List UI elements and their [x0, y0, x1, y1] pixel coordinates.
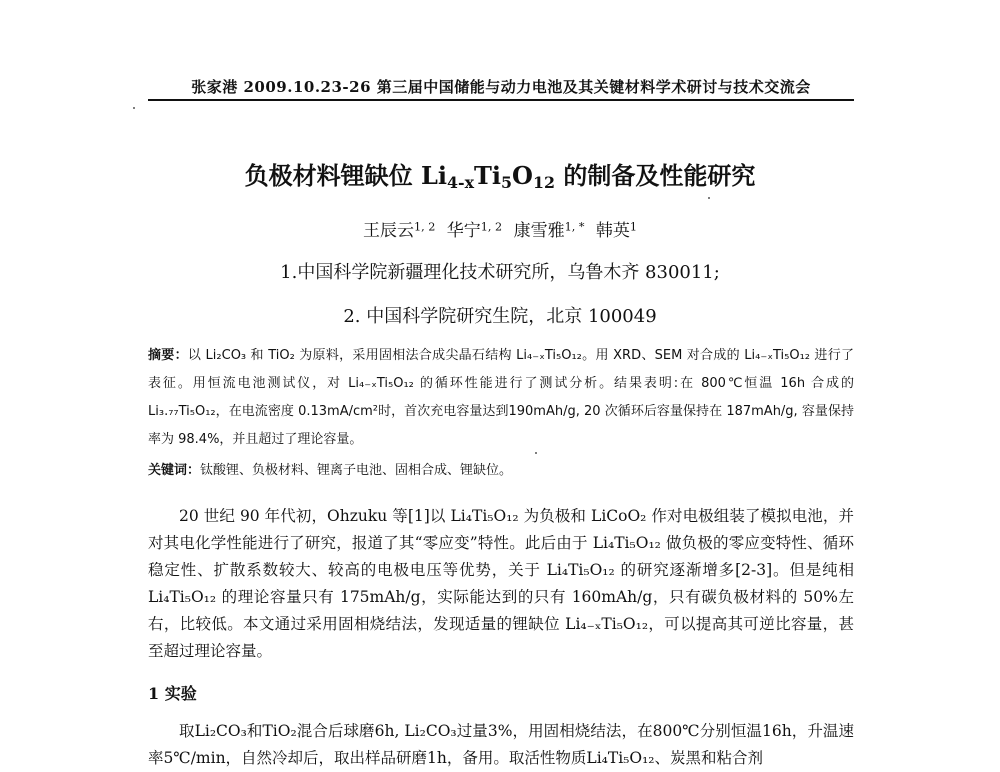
- keywords-label: 关键词：: [148, 463, 201, 478]
- title-prefix: 负极材料锂缺位 Li: [244, 161, 448, 190]
- author: [363, 221, 435, 241]
- author-list: [0, 216, 1000, 241]
- author: [514, 221, 585, 241]
- header-rule: [148, 99, 854, 101]
- author-affiliation-mark: 1, 2: [413, 220, 436, 234]
- running-header: 张家港 2009.10.23-26 第三届中国储能与动力电池及其关键材料学术研讨与技术交流会: [191, 78, 811, 96]
- author-name: 华宁: [446, 221, 481, 241]
- paper-title: [0, 156, 1000, 191]
- title-sub-2: 5: [501, 172, 513, 192]
- intro-paragraph: 20 世纪 90 年代初，Ohzuku 等[1]以 Li₄Ti₅O₁₂ 为负极和 LiCoO₂ 作对电极组装了模拟电池，并对其电化学性能进行了研究，报道了其“零应变”特性。此后由于 Li₄Ti₅O₁₂ 做负极的零应变特性、循环稳定性、扩散系数较大、较高的电极电压等优势，关于 Li₄Ti₅O₁₂ 的研究逐渐增多[2-3]。但是纯相 Li₄Ti₅O₁₂ 的理论容量只有 175mAh/g，实际能达到的只有 160mAh/g，只有碳负极材料的 50%左右，比较低。本文通过采用固相烧结法，发现适量的锂缺位 Li₄₋ₓTi₅O₁₂，可以提高其可逆比容量，甚至超过理论容量。: [148, 507, 854, 660]
- title-sub-3: 12: [532, 172, 555, 192]
- author-name: 康雪雅: [513, 221, 565, 241]
- author-affiliation-mark: 1, *: [564, 220, 585, 234]
- abstract-label: 摘要：: [148, 348, 188, 363]
- introduction: [148, 503, 854, 665]
- title-sub-1: 4-x: [447, 172, 475, 192]
- scan-speck: [133, 107, 135, 109]
- keywords: [148, 460, 854, 482]
- title-mid-1: Ti: [474, 161, 502, 190]
- affiliation-2: 2. 中国科学院研究生院，北京 100049: [343, 306, 657, 327]
- section-heading: 1 实验: [148, 684, 197, 703]
- abstract-text: 以 Li₂CO₃ 和 TiO₂ 为原料，采用固相法合成尖晶石结构 Li₄₋ₓTi₅O₁₂。用 XRD、SEM 对合成的 Li₄₋ₓTi₅O₁₂ 进行了表征。用恒流电池测试仪，对 Li₄₋ₓTi₅O₁₂ 的循环性能进行了测试分析。结果表明:在 800℃恒温 16h 合成的 Li₃.₇₇Ti₅O₁₂，在电流密度 0.13mA/cm²时，首次充电容量达到190mAh/g, 20 次循环后容量保持在 187mAh/g, 容量保持率为 98.4%，并且超过了理论容量。: [148, 348, 854, 447]
- experiment-paragraph: 取Li₂CO₃和TiO₂混合后球磨6h, Li₂CO₃过量3%，用固相烧结法，在800℃分别恒温16h，升温速率5℃/min，自然冷却后，取出样品研磨1h，备用。取活性物质Li₄Ti₅O₁₂、炭黑和粘合剂: [148, 722, 854, 767]
- title-suffix: 的制备及性能研究: [554, 161, 756, 190]
- author: [596, 221, 637, 241]
- author-affiliation-mark: 1: [629, 220, 638, 234]
- experiment-section: [148, 718, 854, 772]
- abstract: [148, 342, 854, 454]
- keywords-text: 钛酸锂、负极材料、锂离子电池、固相合成、锂缺位。: [200, 463, 513, 478]
- scan-speck: [535, 452, 537, 454]
- author-affiliation-mark: 1, 2: [480, 220, 503, 234]
- author-name: 韩英: [595, 221, 630, 241]
- affiliation-1: 1.中国科学院新疆理化技术研究所，乌鲁木齐 830011;: [280, 262, 720, 283]
- author: [447, 221, 502, 241]
- scan-speck: [708, 197, 710, 199]
- author-name: 王辰云: [362, 221, 414, 241]
- title-mid-2: O: [512, 161, 533, 190]
